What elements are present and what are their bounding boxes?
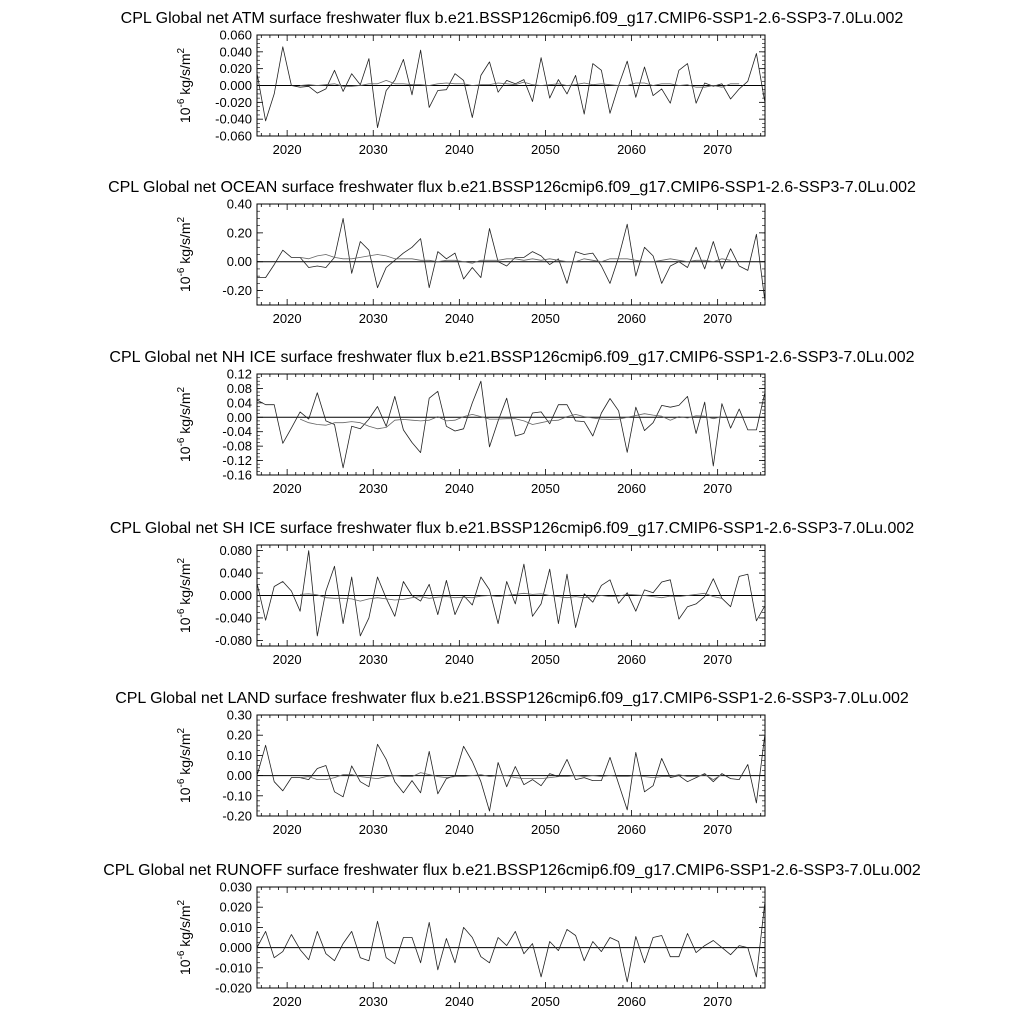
- y-tick-label: 0.10: [226, 747, 252, 763]
- y-axis-label-ylabel-unit-exp: 2: [176, 899, 187, 906]
- x-tick-label: 2030: [358, 822, 388, 837]
- y-tick-label: -0.010: [215, 960, 252, 976]
- y-tick-label: 0.060: [219, 27, 252, 43]
- plot-frame: [257, 715, 765, 816]
- x-tick-label: 2060: [617, 311, 647, 326]
- y-tick-label: 0.040: [219, 565, 252, 581]
- y-tick-label: -0.20: [222, 808, 252, 824]
- series-line-annual: [257, 47, 765, 128]
- series-line-annual: [257, 901, 765, 982]
- panel-0: [121, 10, 904, 157]
- y-axis-label-ylabel-base: 10: [177, 787, 193, 804]
- y-tick-label: -0.04: [222, 424, 252, 440]
- x-tick-label: 2050: [530, 822, 560, 837]
- y-axis-label-ylabel-exp: -6: [176, 437, 187, 447]
- x-tick-label: 2040: [444, 822, 474, 837]
- y-axis-label-ylabel-exp: -6: [176, 98, 187, 108]
- x-tick-label: 2030: [358, 142, 388, 157]
- series-line-annual: [257, 218, 765, 302]
- y-axis-label-ylabel-base: 10: [177, 446, 193, 463]
- y-tick-label: 0.030: [219, 879, 252, 895]
- y-tick-label: 0.000: [219, 588, 252, 603]
- x-tick-label: 2040: [444, 994, 474, 1009]
- plot-frame: [257, 887, 765, 988]
- x-tick-label: 2070: [703, 652, 733, 667]
- series-line-smoothed: [300, 593, 722, 601]
- y-tick-label: -0.10: [222, 788, 252, 804]
- chart-title: CPL Global net OCEAN surface freshwater flux b.e21.BSSP126cmip6.f09_g17.CMIP6-SSP1-2.6-SSP3-7.0Lu.002: [108, 179, 916, 196]
- x-tick-label: 2030: [358, 994, 388, 1009]
- panel-4: [115, 690, 909, 837]
- y-tick-label: -0.020: [215, 980, 252, 996]
- y-axis-label-ylabel-unit-exp: 2: [176, 216, 187, 223]
- x-tick-label: 2050: [530, 481, 560, 496]
- x-tick-label: 2060: [617, 994, 647, 1009]
- x-tick-label: 2070: [703, 311, 733, 326]
- y-axis-label: [176, 557, 193, 633]
- y-tick-label: 0.20: [226, 727, 252, 743]
- panel-2: [109, 349, 914, 496]
- y-tick-label: 0.020: [219, 899, 252, 915]
- y-axis-label: [176, 899, 193, 975]
- x-tick-label: 2020: [272, 822, 302, 837]
- y-tick-label: 0.00: [226, 768, 252, 784]
- x-tick-label: 2040: [444, 481, 474, 496]
- x-tick-label: 2040: [444, 652, 474, 667]
- x-tick-label: 2050: [530, 652, 560, 667]
- x-tick-label: 2070: [703, 822, 733, 837]
- x-tick-label: 2070: [703, 481, 733, 496]
- y-axis-label: [176, 386, 193, 462]
- panel-1: [108, 179, 916, 326]
- y-axis-label-ylabel-unit-exp: 2: [176, 557, 187, 564]
- y-axis-label-ylabel-unit-exp: 2: [176, 386, 187, 393]
- x-tick-label: 2030: [358, 481, 388, 496]
- y-tick-label: -0.20: [222, 283, 252, 299]
- y-tick-label: 0.00: [226, 409, 252, 425]
- plot-frame: [257, 204, 765, 305]
- x-tick-label: 2030: [358, 652, 388, 667]
- y-tick-label: 0.000: [219, 78, 252, 93]
- panel-3: [110, 520, 914, 667]
- y-tick-label: 0.000: [219, 940, 252, 956]
- y-axis-label: [176, 216, 193, 292]
- chart-title: CPL Global net SH ICE surface freshwater flux b.e21.BSSP126cmip6.f09_g17.CMIP6-SSP1-2.6-SSP3-7.0Lu.002: [109, 520, 915, 537]
- x-tick-label: 2020: [272, 481, 302, 496]
- x-tick-label: 2020: [272, 142, 302, 157]
- y-tick-label: 0.30: [226, 707, 252, 723]
- y-tick-label: 0.12: [226, 366, 252, 382]
- x-tick-label: 2060: [617, 481, 647, 496]
- y-tick-label: -0.040: [215, 111, 252, 127]
- y-tick-label: -0.08: [222, 438, 252, 454]
- y-axis-label-ylabel-base: 10: [177, 107, 193, 124]
- y-tick-label: 0.40: [226, 196, 252, 212]
- x-tick-label: 2030: [358, 311, 388, 326]
- y-tick-label: -0.080: [215, 632, 252, 648]
- y-axis-label-ylabel-unit: kg/s/m: [177, 53, 193, 99]
- y-tick-label: -0.12: [222, 453, 252, 469]
- x-tick-label: 2050: [530, 142, 560, 157]
- y-axis-label-ylabel-unit: kg/s/m: [177, 222, 193, 268]
- series-line-annual: [257, 381, 765, 468]
- x-tick-label: 2040: [444, 142, 474, 157]
- y-tick-label: 0.00: [226, 254, 252, 270]
- plot-frame: [257, 374, 765, 475]
- y-axis-label-ylabel-exp: -6: [176, 778, 187, 788]
- y-tick-label: 0.08: [226, 380, 252, 396]
- series-line-annual: [257, 733, 765, 811]
- y-axis-label-ylabel-exp: -6: [176, 950, 187, 960]
- y-tick-label: 0.20: [226, 225, 252, 241]
- y-tick-label: -0.020: [215, 94, 252, 110]
- y-tick-label: -0.16: [222, 467, 252, 483]
- x-tick-label: 2020: [272, 652, 302, 667]
- y-tick-label: 0.040: [219, 44, 252, 60]
- y-axis-label-ylabel-base: 10: [177, 959, 193, 976]
- y-axis-label-ylabel-base: 10: [177, 276, 193, 293]
- y-tick-label: 0.04: [226, 395, 252, 411]
- x-tick-label: 2050: [530, 994, 560, 1009]
- y-axis-label-ylabel-unit: kg/s/m: [177, 563, 193, 609]
- x-tick-label: 2070: [703, 994, 733, 1009]
- y-axis-label-ylabel-unit-exp: 2: [176, 727, 187, 734]
- x-tick-label: 2070: [703, 142, 733, 157]
- chart-title: CPL Global net NH ICE surface freshwater flux b.e21.BSSP126cmip6.f09_g17.CMIP6-SSP1-2.6-SSP3-7.0Lu.002: [109, 349, 915, 366]
- x-tick-label: 2040: [444, 311, 474, 326]
- chart-title: CPL Global net RUNOFF surface freshwater flux b.e21.BSSP126cmip6.f09_g17.CMIP6-SSP1-2.6-SSP3-7.0Lu.002: [103, 862, 921, 879]
- y-axis-label-ylabel-base: 10: [177, 617, 193, 634]
- y-axis-label-ylabel-unit: kg/s/m: [177, 905, 193, 951]
- x-tick-label: 2050: [530, 311, 560, 326]
- y-axis-label-ylabel-unit-exp: 2: [176, 47, 187, 54]
- y-axis-label: [176, 727, 193, 803]
- panel-5: [103, 862, 921, 1009]
- series-line-annual: [257, 551, 765, 636]
- y-axis-label-ylabel-unit: kg/s/m: [177, 733, 193, 779]
- x-tick-label: 2020: [272, 994, 302, 1009]
- y-tick-label: 0.080: [219, 543, 252, 559]
- y-axis-label-ylabel-exp: -6: [176, 267, 187, 277]
- y-axis-label-ylabel-unit: kg/s/m: [177, 392, 193, 438]
- chart-title: CPL Global net ATM surface freshwater flux b.e21.BSSP126cmip6.f09_g17.CMIP6-SSP1-2.6-SSP3-7.0Lu.002: [120, 10, 904, 27]
- x-tick-label: 2060: [617, 822, 647, 837]
- chart-title: CPL Global net LAND surface freshwater flux b.e21.BSSP126cmip6.f09_g17.CMIP6-SSP1-2.6-SSP3-7.0Lu.002: [115, 690, 909, 707]
- x-tick-label: 2060: [617, 142, 647, 157]
- y-tick-label: -0.060: [215, 128, 252, 144]
- x-tick-label: 2020: [272, 311, 302, 326]
- y-tick-label: 0.010: [219, 919, 252, 935]
- y-tick-label: -0.040: [215, 610, 252, 626]
- x-tick-label: 2060: [617, 652, 647, 667]
- y-axis-label: [176, 47, 193, 123]
- y-tick-label: 0.020: [219, 61, 252, 77]
- y-axis-label-ylabel-exp: -6: [176, 608, 187, 618]
